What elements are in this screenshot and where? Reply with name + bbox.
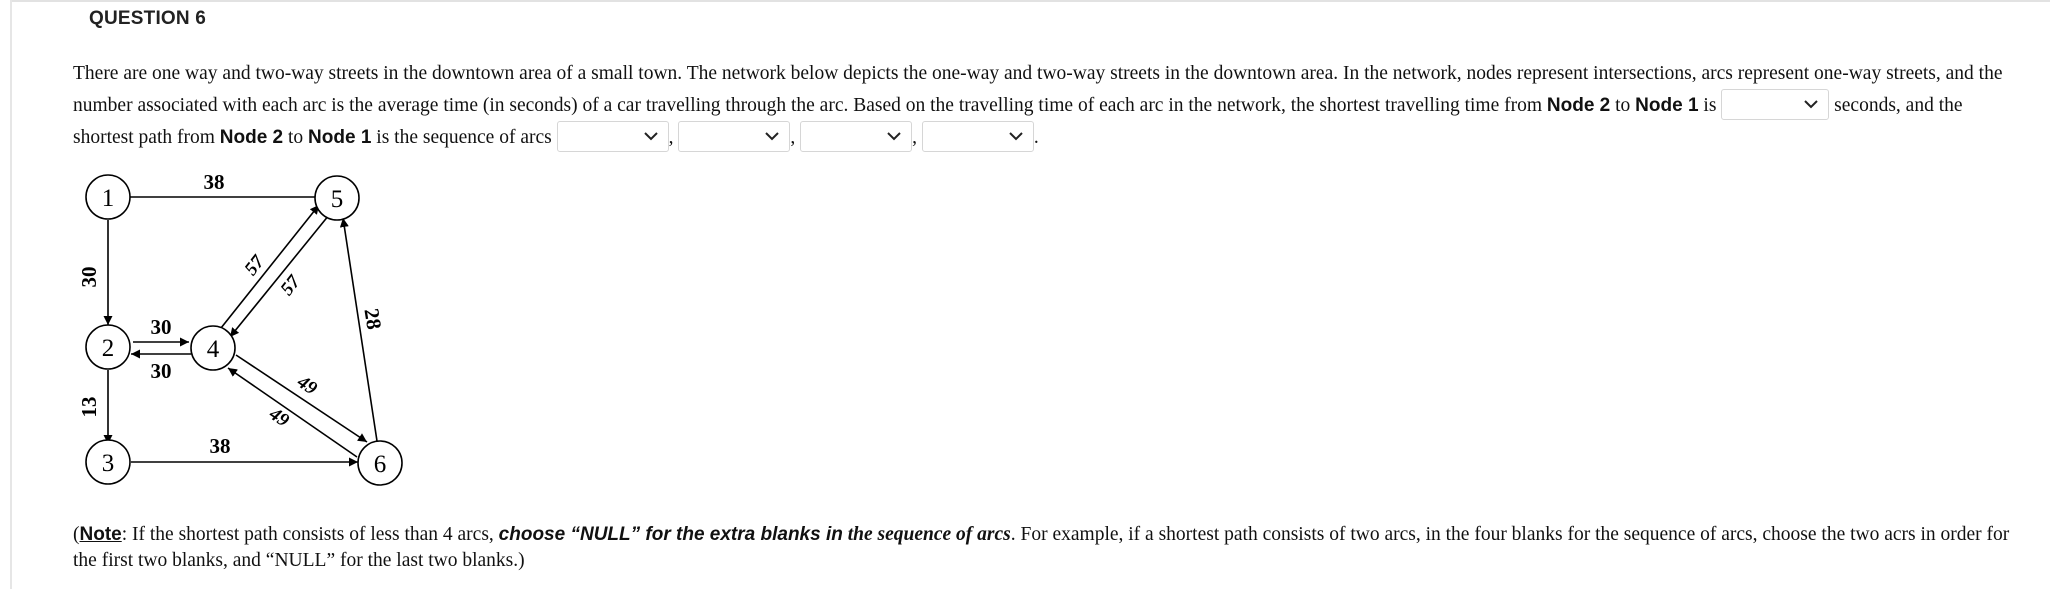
node-2-label: Node 2: [219, 127, 284, 148]
chevron-down-icon: [1008, 128, 1024, 144]
comma-separator: ,: [668, 127, 674, 148]
arc-3-dropdown[interactable]: [800, 121, 912, 152]
network-diagram: [73, 165, 453, 495]
arc-4-6: [236, 355, 367, 442]
is-text: is: [1698, 95, 1722, 116]
node-3-label: 3: [101, 450, 115, 477]
arc-6-4: [228, 368, 357, 457]
arc-6-4-weight: 49: [265, 403, 293, 432]
left-divider: [10, 0, 12, 589]
arc-5-1-weight: 38: [203, 170, 225, 194]
node-1: [86, 175, 130, 219]
node-6: [358, 441, 402, 485]
arc-2-4-weight: 30: [150, 315, 172, 339]
node-4-label: 4: [206, 336, 220, 363]
arc-6-5-weight: 28: [359, 306, 387, 332]
node-1-label: Node 1: [308, 127, 372, 148]
node-1-label: Node 1: [1635, 95, 1699, 116]
chevron-down-icon: [643, 128, 659, 144]
chevron-down-icon: [886, 128, 902, 144]
node-2-label: Node 2: [1546, 95, 1611, 116]
to-text: to: [283, 127, 309, 148]
question-title: QUESTION 6: [89, 8, 207, 29]
arc-2-dropdown[interactable]: [678, 121, 790, 152]
chevron-down-icon: [1803, 96, 1819, 112]
node-5-label: 5: [330, 186, 344, 213]
question-text: [73, 58, 2013, 153]
node-5: [315, 176, 359, 220]
note-emphasis-sequence: the sequence of arcs: [842, 524, 1011, 545]
note-open-paren: (: [73, 524, 80, 545]
node-2: [86, 325, 130, 369]
note-label: Note: [79, 524, 122, 545]
node-6-label: 6: [373, 451, 387, 478]
note-text: [73, 522, 2033, 574]
comma-separator: ,: [912, 127, 917, 148]
arc-4-5: [221, 205, 319, 328]
top-divider: [12, 0, 2050, 2]
note-part-2: . For example, if a shortest path consists of two arcs, in the four blanks for the sequence of arcs, choose the two acrs in order for the first two blanks, and “NULL” for the last two blanks.): [73, 524, 2010, 571]
period: .: [1033, 127, 1039, 148]
arc-4-dropdown[interactable]: [922, 121, 1034, 152]
arc-2-3-weight: 13: [77, 396, 101, 418]
arc-5-4: [230, 215, 329, 337]
arc-4-6-weight: 49: [293, 371, 321, 400]
arc-1-dropdown[interactable]: [557, 121, 669, 152]
node-3: [86, 440, 130, 484]
arc-5-4-weight: 57: [276, 271, 305, 300]
seconds-text: seconds, and the shortest path from: [73, 95, 1963, 148]
node-4: [191, 326, 235, 370]
arc-4-2-weight: 30: [150, 359, 172, 383]
arc-4-5-weight: 57: [240, 251, 269, 280]
node-2-label: 2: [101, 335, 115, 362]
sequence-text: is the sequence of arcs: [371, 127, 557, 148]
arc-1-2-weight: 30: [77, 266, 101, 288]
question-text-part: There are one way and two-way streets in the downtown area of a small town. The network below depicts the one-way and two-way streets in the downtown area. In the network, nodes represent intersections, arcs represent one-way streets, and the number associated with each arc is the average time (in seconds) of a car travelling through the arc. Based on the travelling time of each arc in the network, the shortest travelling time from: [73, 63, 2003, 116]
arc-3-6-weight: 38: [209, 434, 231, 458]
note-emphasis-null: choose “NULL” for the extra blanks in: [498, 524, 843, 545]
chevron-down-icon: [764, 128, 780, 144]
to-text: to: [1610, 95, 1636, 116]
comma-separator: ,: [790, 127, 796, 148]
note-part-1: : If the shortest path consists of less than 4 arcs,: [121, 524, 499, 545]
time-dropdown[interactable]: [1721, 89, 1829, 120]
node-1-label: 1: [101, 185, 115, 212]
